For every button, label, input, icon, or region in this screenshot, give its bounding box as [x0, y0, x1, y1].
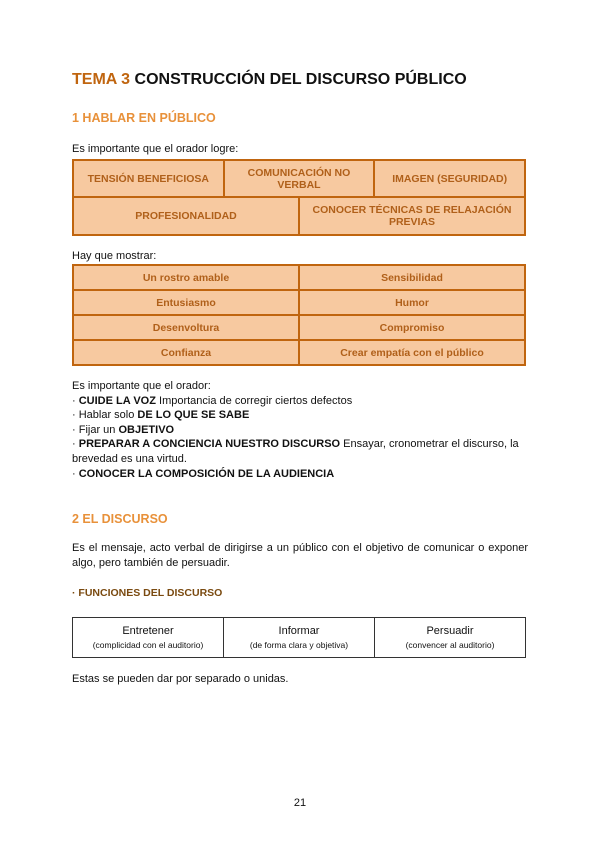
closing-text: Estas se pueden dar por separado o unidas.: [72, 673, 289, 685]
intro-text: Es importante que el orador logre:: [72, 143, 239, 155]
table-cell: Sensibilidad: [299, 265, 525, 290]
subheading: · FUNCIONES DEL DISCURSO: [72, 587, 223, 599]
list-item: · PREPARAR A CONCIENCIA NUESTRO DISCURSO Ensayar, cronometrar el discurso, la brevedad es una virtud.: [72, 438, 519, 465]
table-cell: COMUNICACIÓN NO VERBAL: [224, 160, 375, 198]
list-item: · Fijar un OBJETIVO: [72, 423, 175, 436]
list-item: · CONOCER LA COMPOSICIÓN DE LA AUDIENCIA: [72, 467, 335, 480]
orator-list: [72, 379, 528, 481]
table-cell: PROFESIONALIDAD: [73, 197, 299, 235]
list-item: · CUIDE LA VOZ Importancia de corregir ciertos defectos: [72, 394, 353, 407]
table-cell: CONOCER TÉCNICAS DE RELAJACIÓN PREVIAS: [299, 197, 525, 235]
table-cell: Crear empatía con el público: [299, 340, 525, 365]
section-heading: 2 EL DISCURSO: [72, 512, 168, 526]
goals-table-row2: [72, 196, 526, 236]
list-item: · Hablar solo DE LO QUE SE SABE: [72, 409, 250, 422]
page-title: TEMA 3 CONSTRUCCIÓN DEL DISCURSO PÚBLICO: [72, 71, 467, 88]
table-cell: Entusiasmo: [73, 290, 299, 315]
table-cell: Persuadir (convencer al auditorio): [375, 618, 526, 658]
table-cell: Informar (de forma clara y objetiva): [224, 618, 375, 658]
goals-table: [72, 159, 526, 199]
table-cell: Humor: [299, 290, 525, 315]
list-intro: Es importante que el orador:: [72, 380, 211, 392]
table-cell: Compromiso: [299, 315, 525, 340]
table-cell: Confianza: [73, 340, 299, 365]
functions-table: [72, 617, 526, 658]
show-intro: Hay que mostrar:: [72, 250, 157, 262]
table-cell: IMAGEN (SEGURIDAD): [374, 160, 525, 198]
qualities-table: [72, 264, 526, 366]
section-heading: 1 HABLAR EN PÚBLICO: [72, 111, 216, 125]
table-cell: TENSIÓN BENEFICIOSA: [73, 160, 224, 198]
page-number: 21: [293, 797, 307, 809]
table-cell: Un rostro amable: [73, 265, 299, 290]
table-cell: Entretener (complicidad con el auditorio): [73, 618, 224, 658]
table-cell: Desenvoltura: [73, 315, 299, 340]
paragraph: Es el mensaje, acto verbal de dirigirse a un público con el objetivo de comunicar o exponer algo, pero también de persuadir.: [72, 542, 528, 569]
